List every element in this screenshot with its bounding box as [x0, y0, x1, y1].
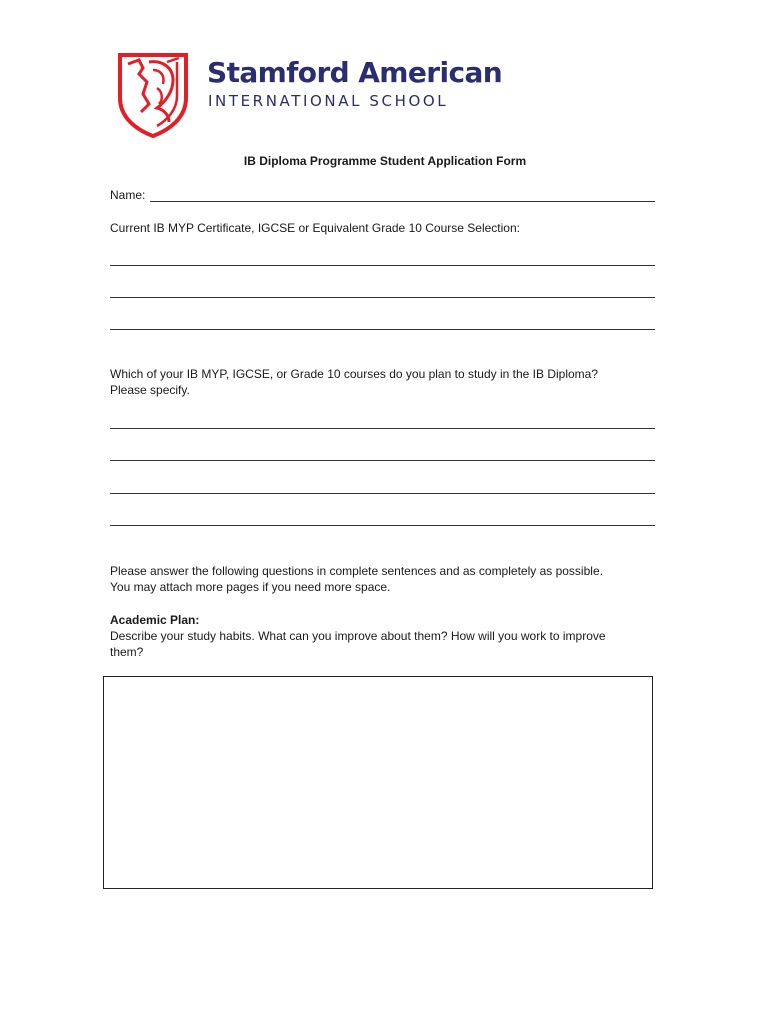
course-selection-line-1[interactable]	[110, 265, 655, 266]
name-label: Name:	[110, 188, 146, 202]
plan-answer-line-4[interactable]	[110, 525, 655, 526]
plan-answer-line-3[interactable]	[110, 493, 655, 494]
academic-plan-heading: Academic Plan:	[110, 613, 200, 627]
course-selection-line-3[interactable]	[110, 329, 655, 330]
course-selection-line-2[interactable]	[110, 297, 655, 298]
course-selection-label: Current IB MYP Certificate, IGCSE or Equivalent Grade 10 Course Selection:	[110, 221, 520, 235]
name-field[interactable]	[150, 201, 655, 202]
instructions-line2: You may attach more pages if you need more space.	[110, 580, 391, 594]
form-title: IB Diploma Programme Student Application Form	[243, 154, 527, 168]
academic-plan-answer-box[interactable]	[103, 676, 653, 889]
lion-shield-icon	[117, 52, 189, 138]
school-logo	[117, 52, 503, 142]
plan-answer-line-2[interactable]	[110, 460, 655, 461]
school-subtitle: INTERNATIONAL SCHOOL	[208, 92, 449, 110]
plan-answer-line-1[interactable]	[110, 428, 655, 429]
school-name: Stamford American	[207, 56, 503, 89]
academic-plan-question-line1: Describe your study habits. What can you improve about them? How will you work to improve	[110, 629, 606, 643]
plan-question-line2: Please specify.	[110, 383, 190, 397]
academic-plan-question-line2: them?	[110, 645, 144, 659]
instructions-line1: Please answer the following questions in complete sentences and as completely as possible.	[110, 564, 603, 578]
plan-question-line1: Which of your IB MYP, IGCSE, or Grade 10 courses do you plan to study in the IB Diploma?	[110, 367, 599, 381]
